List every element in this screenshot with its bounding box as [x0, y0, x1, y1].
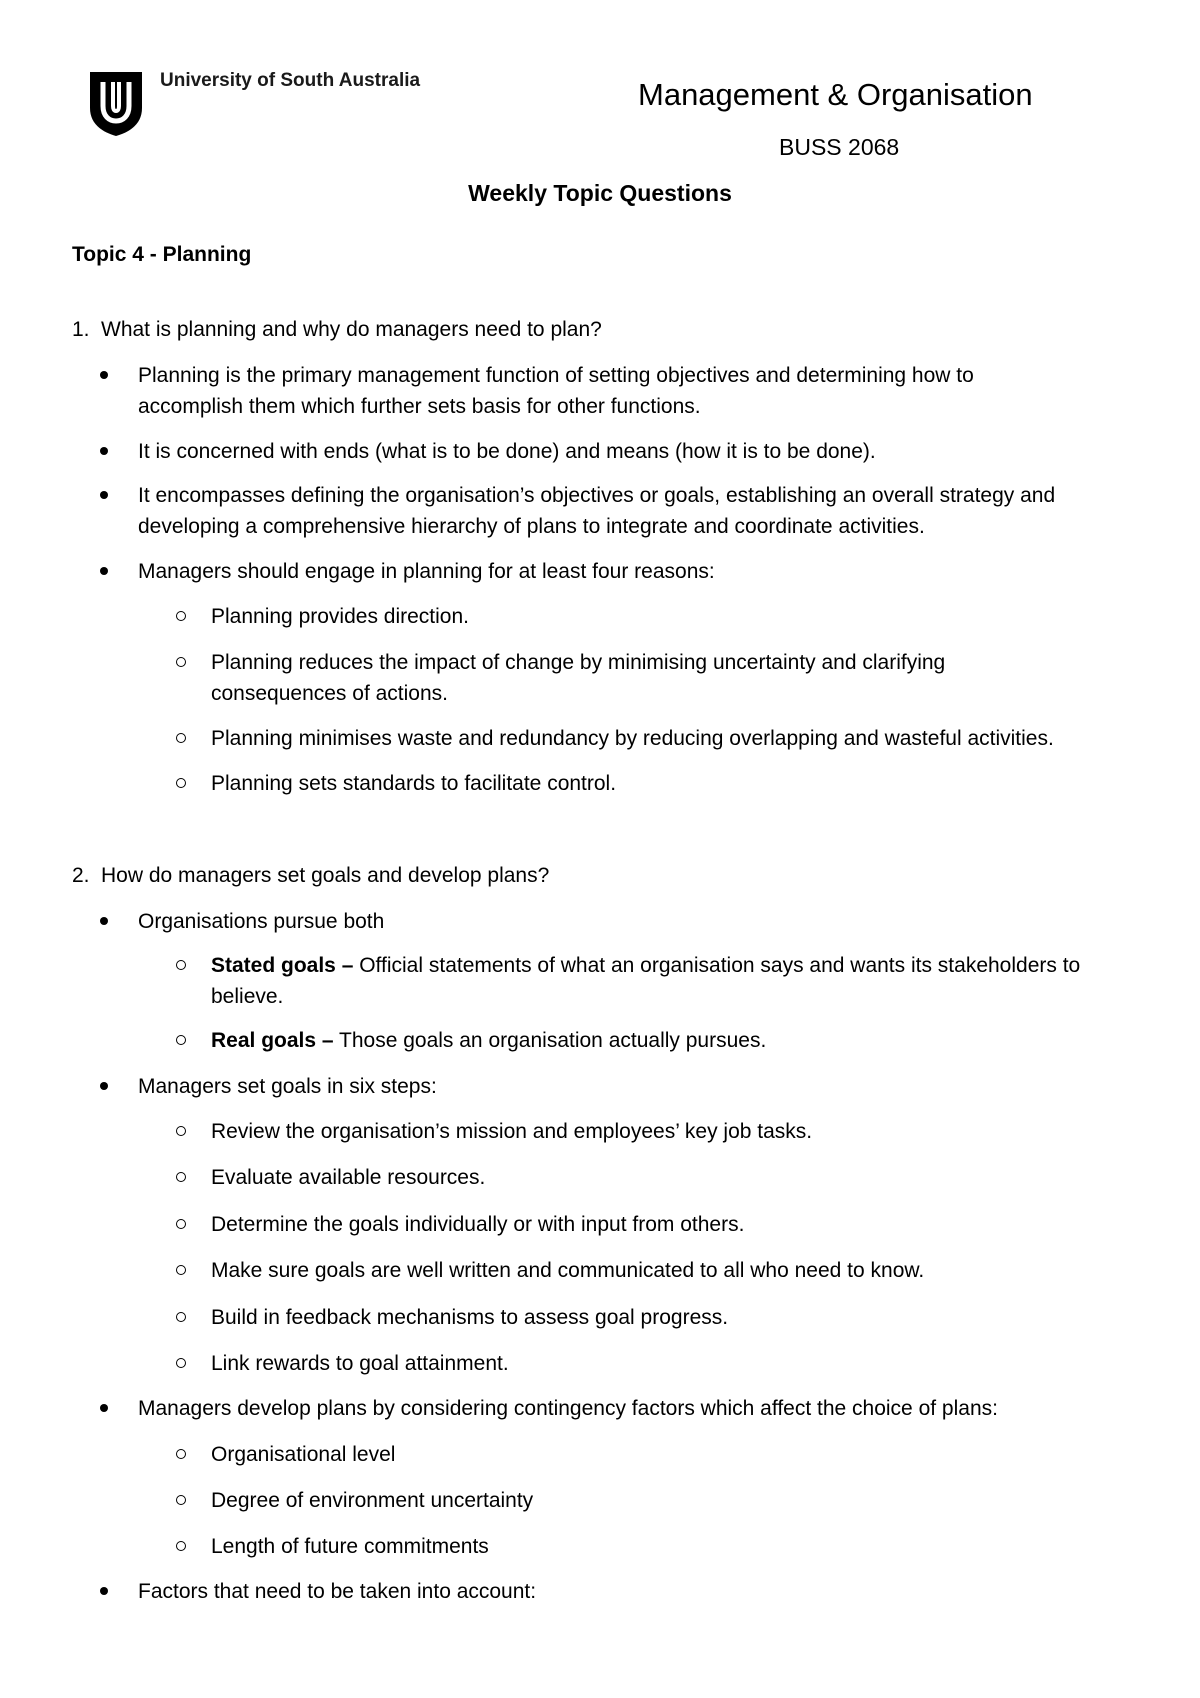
bullet-icon	[100, 1587, 108, 1595]
circle-bullet-icon	[176, 1495, 186, 1505]
bullet-icon	[100, 1082, 108, 1090]
line: developing a comprehensive hierarchy of plans to integrate and coordinate activities.	[138, 515, 925, 538]
university-logo	[86, 68, 146, 138]
question-text: What is planning and why do managers need to plan?	[101, 318, 602, 341]
question-1	[0, 318, 1200, 348]
document-title: Weekly Topic Questions	[468, 180, 732, 206]
sub-list-item	[0, 1116, 1200, 1147]
line: Factors that need to be taken into account:	[138, 1580, 537, 1603]
list-item	[0, 1576, 1200, 1607]
shield-logo-icon	[86, 68, 146, 138]
line: Organisations pursue both	[138, 910, 385, 933]
circle-bullet-icon	[176, 733, 186, 743]
university-name: University of South Australia	[160, 70, 421, 91]
sub-list-item	[0, 1302, 1200, 1333]
line: Planning sets standards to facilitate control.	[211, 772, 617, 795]
circle-bullet-icon	[176, 1219, 186, 1229]
line: Planning reduces the impact of change by minimising uncertainty and clarifying	[211, 651, 946, 674]
course-title: Management & Organisation	[638, 77, 1033, 112]
line: Make sure goals are well written and communicated to all who need to know.	[211, 1259, 925, 1282]
bullet-icon	[100, 567, 108, 575]
sub-list-item	[0, 1209, 1200, 1240]
line: It is concerned with ends (what is to be done) and means (how it is to be done).	[138, 440, 876, 463]
bullet-icon	[100, 491, 108, 499]
sub-list-item	[0, 1531, 1200, 1562]
line: Managers set goals in six steps:	[138, 1075, 437, 1098]
circle-bullet-icon	[176, 657, 186, 667]
sub-list-item	[0, 1025, 1200, 1056]
circle-bullet-icon	[176, 1265, 186, 1275]
sub-list-item	[0, 1439, 1200, 1470]
circle-bullet-icon	[176, 1312, 186, 1322]
list-item	[0, 1071, 1200, 1102]
list-item	[0, 436, 1200, 467]
list-item	[0, 906, 1200, 937]
sub-list-item	[0, 601, 1200, 632]
circle-bullet-icon	[176, 1126, 186, 1136]
definition: Those goals an organisation actually pursues.	[333, 1029, 767, 1052]
line: Evaluate available resources.	[211, 1166, 486, 1189]
line: Planning is the primary management function of setting objectives and determining how to	[138, 364, 974, 387]
bullet-icon	[100, 447, 108, 455]
bullet-icon	[100, 1404, 108, 1412]
sub-list-item	[0, 1162, 1200, 1193]
line: Managers develop plans by considering contingency factors which affect the choice of plans:	[138, 1397, 998, 1420]
circle-bullet-icon	[176, 1449, 186, 1459]
question-number: 2.	[72, 864, 90, 887]
question-number: 1.	[72, 318, 90, 341]
sub-list-item	[0, 723, 1200, 754]
circle-bullet-icon	[176, 611, 186, 621]
term: Real goals –	[211, 1029, 334, 1052]
line: Link rewards to goal attainment.	[211, 1352, 509, 1375]
line: Review the organisation’s mission and employees’ key job tasks.	[211, 1120, 813, 1143]
bullet-icon	[100, 371, 108, 379]
line: Organisational level	[211, 1443, 396, 1466]
sub-list-item	[0, 950, 1200, 1012]
question-text: How do managers set goals and develop plans?	[101, 864, 550, 887]
line: Planning provides direction.	[211, 605, 469, 628]
line: Managers should engage in planning for at least four reasons:	[138, 560, 715, 583]
sub-list-item	[0, 1485, 1200, 1516]
definition: Official statements of what an organisation says and wants its stakeholders to	[353, 954, 1081, 977]
line: Build in feedback mechanisms to assess goal progress.	[211, 1306, 729, 1329]
sub-list-item	[0, 1348, 1200, 1379]
circle-bullet-icon	[176, 1035, 186, 1045]
line: Degree of environment uncertainty	[211, 1489, 534, 1512]
line: Determine the goals individually or with input from others.	[211, 1213, 745, 1236]
circle-bullet-icon	[176, 1358, 186, 1368]
circle-bullet-icon	[176, 778, 186, 788]
list-item	[0, 360, 1200, 422]
sub-list-item	[0, 1255, 1200, 1286]
term: Stated goals –	[211, 954, 354, 977]
course-code: BUSS 2068	[779, 134, 900, 160]
list-item	[0, 1393, 1200, 1424]
line: consequences of actions.	[211, 682, 448, 705]
circle-bullet-icon	[176, 960, 186, 970]
list-item	[0, 480, 1200, 542]
line: believe.	[211, 985, 284, 1008]
question-2	[0, 864, 1200, 894]
sub-list-item	[0, 768, 1200, 799]
topic-heading: Topic 4 - Planning	[72, 243, 252, 266]
line: Planning minimises waste and redundancy by reducing overlapping and wasteful activities.	[211, 727, 1054, 750]
sub-list-item	[0, 647, 1200, 709]
bullet-icon	[100, 917, 108, 925]
circle-bullet-icon	[176, 1541, 186, 1551]
line: It encompasses defining the organisation’s objectives or goals, establishing an overall strategy and	[138, 484, 1056, 507]
line: Length of future commitments	[211, 1535, 489, 1558]
list-item	[0, 556, 1200, 587]
line: accomplish them which further sets basis for other functions.	[138, 395, 701, 418]
circle-bullet-icon	[176, 1172, 186, 1182]
